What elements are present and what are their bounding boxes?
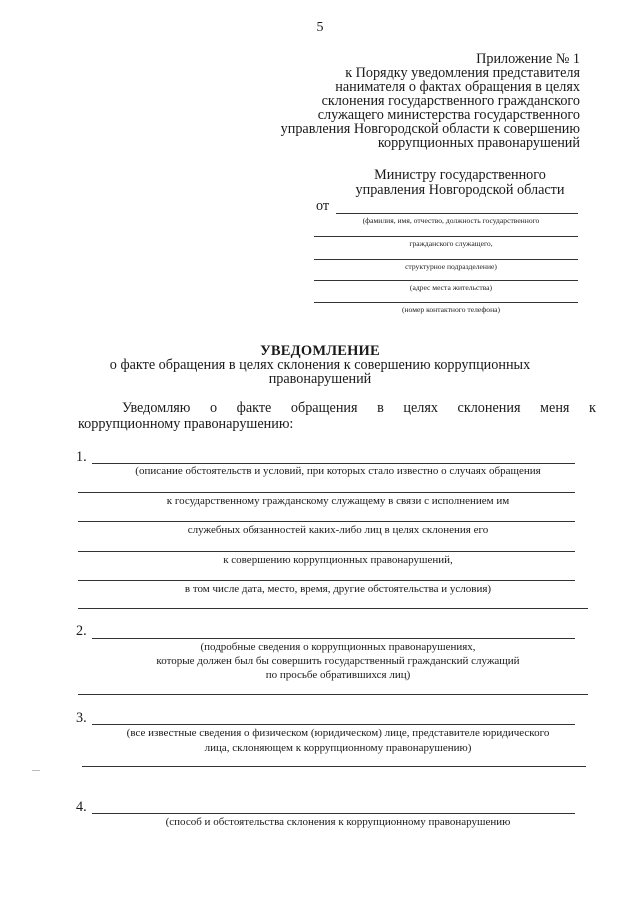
fill-line [78, 608, 588, 609]
fill-line [92, 813, 575, 814]
field-hint: по просьбе обратившихся лиц) [265, 669, 411, 681]
field-hint: лица, склоняющем к коррупционному правонарушению) [204, 742, 472, 754]
intro-word: склонения [457, 400, 521, 416]
sender-hint: гражданского служащего, [409, 239, 493, 248]
intro-word: в [377, 400, 384, 416]
item-number: 4. [76, 799, 87, 815]
notice-subtitle-line: правонарушений [268, 371, 372, 387]
intro-word: к [589, 400, 596, 416]
field-hint: служебных обязанностей каких-либо лиц в целях склонения его [187, 524, 489, 536]
intro-word: целях [403, 400, 438, 416]
intro-line: коррупционному правонарушению: [78, 416, 294, 432]
addressee-block [330, 168, 590, 198]
field-hint: в том числе дата, место, время, другие обстоятельства и условия) [184, 583, 492, 595]
field-hint: (подробные сведения о коррупционных правонарушениях, [200, 641, 476, 653]
sender-line [314, 236, 578, 237]
field-hint: к государственному гражданскому служащему в связи с исполнением им [166, 495, 510, 507]
fill-line [78, 551, 575, 552]
intro-word: Уведомляю [122, 400, 191, 416]
fill-line [78, 580, 575, 581]
notice-subtitle [100, 358, 540, 386]
sender-hint: (фамилия, имя, отчество, должность государственного [362, 216, 540, 225]
from-label: от [316, 198, 330, 214]
field-hint: (все известные сведения о физическом (юридическом) лице, представителе юридического [126, 727, 550, 739]
intro-word: обращения [290, 400, 358, 416]
fill-line [78, 492, 575, 493]
sender-hint: (номер контактного телефона) [401, 305, 501, 314]
appendix-line: к Порядку уведомления представителя [345, 65, 580, 81]
appendix-title: Приложение № 1 [476, 51, 580, 67]
appendix-line: служащего министерства государственного [317, 107, 580, 123]
appendix-line: нанимателя о фактах обращения в целях [335, 79, 580, 95]
appendix-line: коррупционных правонарушений [377, 135, 580, 151]
fill-line [92, 463, 575, 464]
margin-mark [32, 770, 40, 771]
notice-title: УВЕДОМЛЕНИЕ [260, 343, 380, 359]
sender-line [314, 280, 578, 281]
item-number: 3. [76, 710, 87, 726]
item-number: 1. [76, 449, 87, 465]
sender-line [336, 213, 578, 214]
appendix-line: склонения государственного гражданского [321, 93, 580, 109]
notice-subtitle-line: о факте обращения в целях склонения к совершению коррупционных [109, 357, 531, 373]
item-number: 2. [76, 623, 87, 639]
intro-word: о [209, 400, 218, 416]
page-number: 5 [316, 20, 324, 35]
intro-word: факте [236, 400, 272, 416]
sender-line [314, 302, 578, 303]
sender-hint: (адрес места жительства) [409, 283, 493, 292]
fill-line [78, 694, 588, 695]
fill-line [78, 521, 575, 522]
intro-word: меня [540, 400, 570, 416]
addressee-line: Министру государственного [374, 167, 546, 183]
fill-line [92, 638, 575, 639]
addressee-line: управления Новгородской области [355, 182, 565, 198]
sender-line [314, 259, 578, 260]
field-hint: (описание обстоятельств и условий, при которых стало известно о случаях обращения [135, 465, 541, 477]
fill-line [82, 766, 586, 767]
sender-hint: структурное подразделение) [405, 262, 497, 271]
field-hint: которые должен был бы совершить государственный гражданский служащий [156, 655, 520, 667]
fill-line [92, 724, 575, 725]
field-hint: (способ и обстоятельства склонения к коррупционному правонарушению [165, 816, 511, 828]
field-hint: к совершению коррупционных правонарушений, [223, 554, 453, 566]
appendix-line: управления Новгородской области к совершению [280, 121, 580, 137]
